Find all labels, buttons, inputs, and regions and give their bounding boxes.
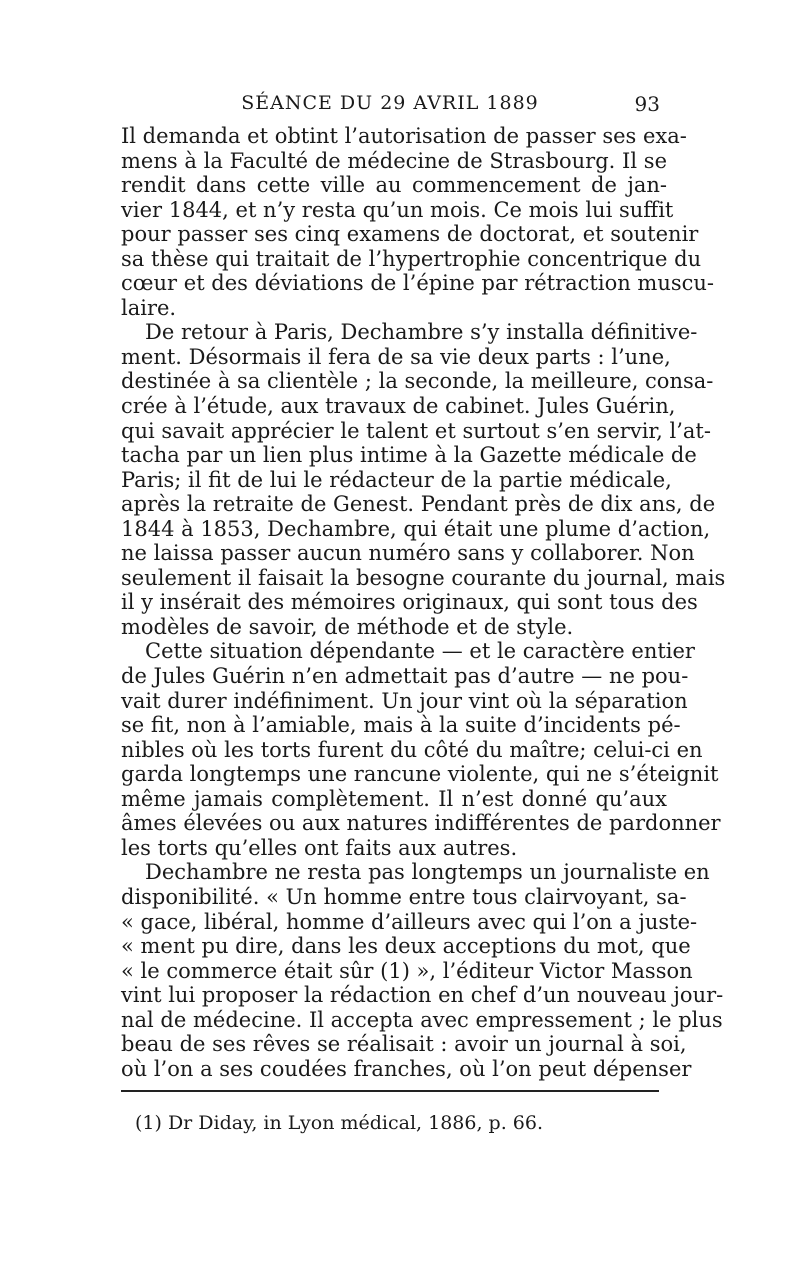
page-number: 93 xyxy=(634,92,660,116)
text-line: même jamais complètement. Il n’est donné qu’aux xyxy=(121,786,667,811)
footnote: (1) Dr Diday, in Lyon médical, 1886, p. 66. xyxy=(135,1112,543,1134)
text-line: pour passer ses cinq examens de doctorat, et soutenir xyxy=(121,222,699,247)
text-line: « le commerce était sûr (1) », l’éditeur Victor Masson xyxy=(121,958,693,983)
text-line: « ment pu dire, dans les deux acceptions du mot, que xyxy=(121,934,691,959)
text-line: les torts qu’elles ont faits aux autres. xyxy=(121,835,518,860)
text-line: vint lui proposer la rédaction en chef d’un nouveau jour- xyxy=(121,983,724,1008)
text-line: laire. xyxy=(121,295,177,320)
text-line: seulement il faisait la besogne courante du journal, mais xyxy=(121,565,726,590)
text-line: Paris; il fit de lui le rédacteur de la partie médicale, xyxy=(121,467,672,492)
text-line: crée à l’étude, aux travaux de cabinet. Jules Guérin, xyxy=(121,394,676,419)
text-line: se fit, non à l’amiable, mais à la suite d’incidents pé- xyxy=(121,713,681,738)
footnote-rule xyxy=(121,1090,659,1092)
text-line: Il demanda et obtint l’autorisation de passer ses exa- xyxy=(121,124,687,148)
text-line: « gace, libéral, homme d’ailleurs avec qui l’on a juste- xyxy=(121,909,698,934)
text-line: qui savait apprécier le talent et surtout s’en servir, l’at- xyxy=(121,418,711,443)
text-line: destinée à sa clientèle ; la seconde, la meilleure, consa- xyxy=(121,369,714,394)
text-line: modèles de savoir, de méthode et de style. xyxy=(121,614,574,639)
text-line: mens à la Faculté de médecine de Strasbourg. Il se xyxy=(121,148,667,173)
text-line: disponibilité. « Un homme entre tous clairvoyant, sa- xyxy=(121,884,687,909)
text-line: nibles où les torts furent du côté du maître; celui-ci en xyxy=(121,737,703,762)
body-text xyxy=(121,124,726,1081)
text-line: sa thèse qui traitait de l’hypertrophie concentrique du xyxy=(121,246,702,271)
text-line: âmes élevées ou aux natures indifférentes de pardonner xyxy=(121,811,721,836)
text-line: garda longtemps une rancune violente, qui ne s’éteignit xyxy=(121,762,719,787)
running-head xyxy=(120,92,660,122)
text-line: cœur et des déviations de l’épine par rétraction muscu- xyxy=(121,271,715,296)
text-line: il y insérait des mémoires originaux, qui sont tous des xyxy=(121,590,698,615)
text-line: 1844 à 1853, Dechambre, qui était une plume d’action, xyxy=(121,516,711,541)
text-line: beau de ses rêves se réalisait : avoir un journal à soi, xyxy=(121,1032,687,1057)
text-line: Cette situation dépendante — et le caractère entier xyxy=(145,639,695,664)
text-line: tacha par un lien plus intime à la Gazette médicale de xyxy=(121,443,697,468)
text-line: nal de médecine. Il accepta avec empressement ; le plus xyxy=(121,1007,723,1032)
text-line: vait durer indéfiniment. Un jour vint où la séparation xyxy=(121,688,688,713)
text-line: vier 1844, et n’y resta qu’un mois. Ce mois lui suffit xyxy=(121,197,674,222)
text-line: ment. Désormais il fera de sa vie deux parts : l’une, xyxy=(121,344,671,369)
text-line: où l’on a ses coudées franches, où l’on peut dépenser xyxy=(121,1056,692,1081)
text-line: De retour à Paris, Dechambre s’y installa définitive- xyxy=(145,320,698,345)
text-line: après la retraite de Genest. Pendant près de dix ans, de xyxy=(121,492,716,517)
text-line: de Jules Guérin n’en admettait pas d’autre — ne pou- xyxy=(121,664,689,689)
text-line: rendit dans cette ville au commencement de jan- xyxy=(121,173,667,198)
text-line: ne laissa passer aucun numéro sans y collaborer. Non xyxy=(121,541,695,566)
text-line: Dechambre ne resta pas longtemps un journaliste en xyxy=(145,860,710,885)
running-title: SÉANCE DU 29 AVRIL 1889 xyxy=(241,92,539,114)
